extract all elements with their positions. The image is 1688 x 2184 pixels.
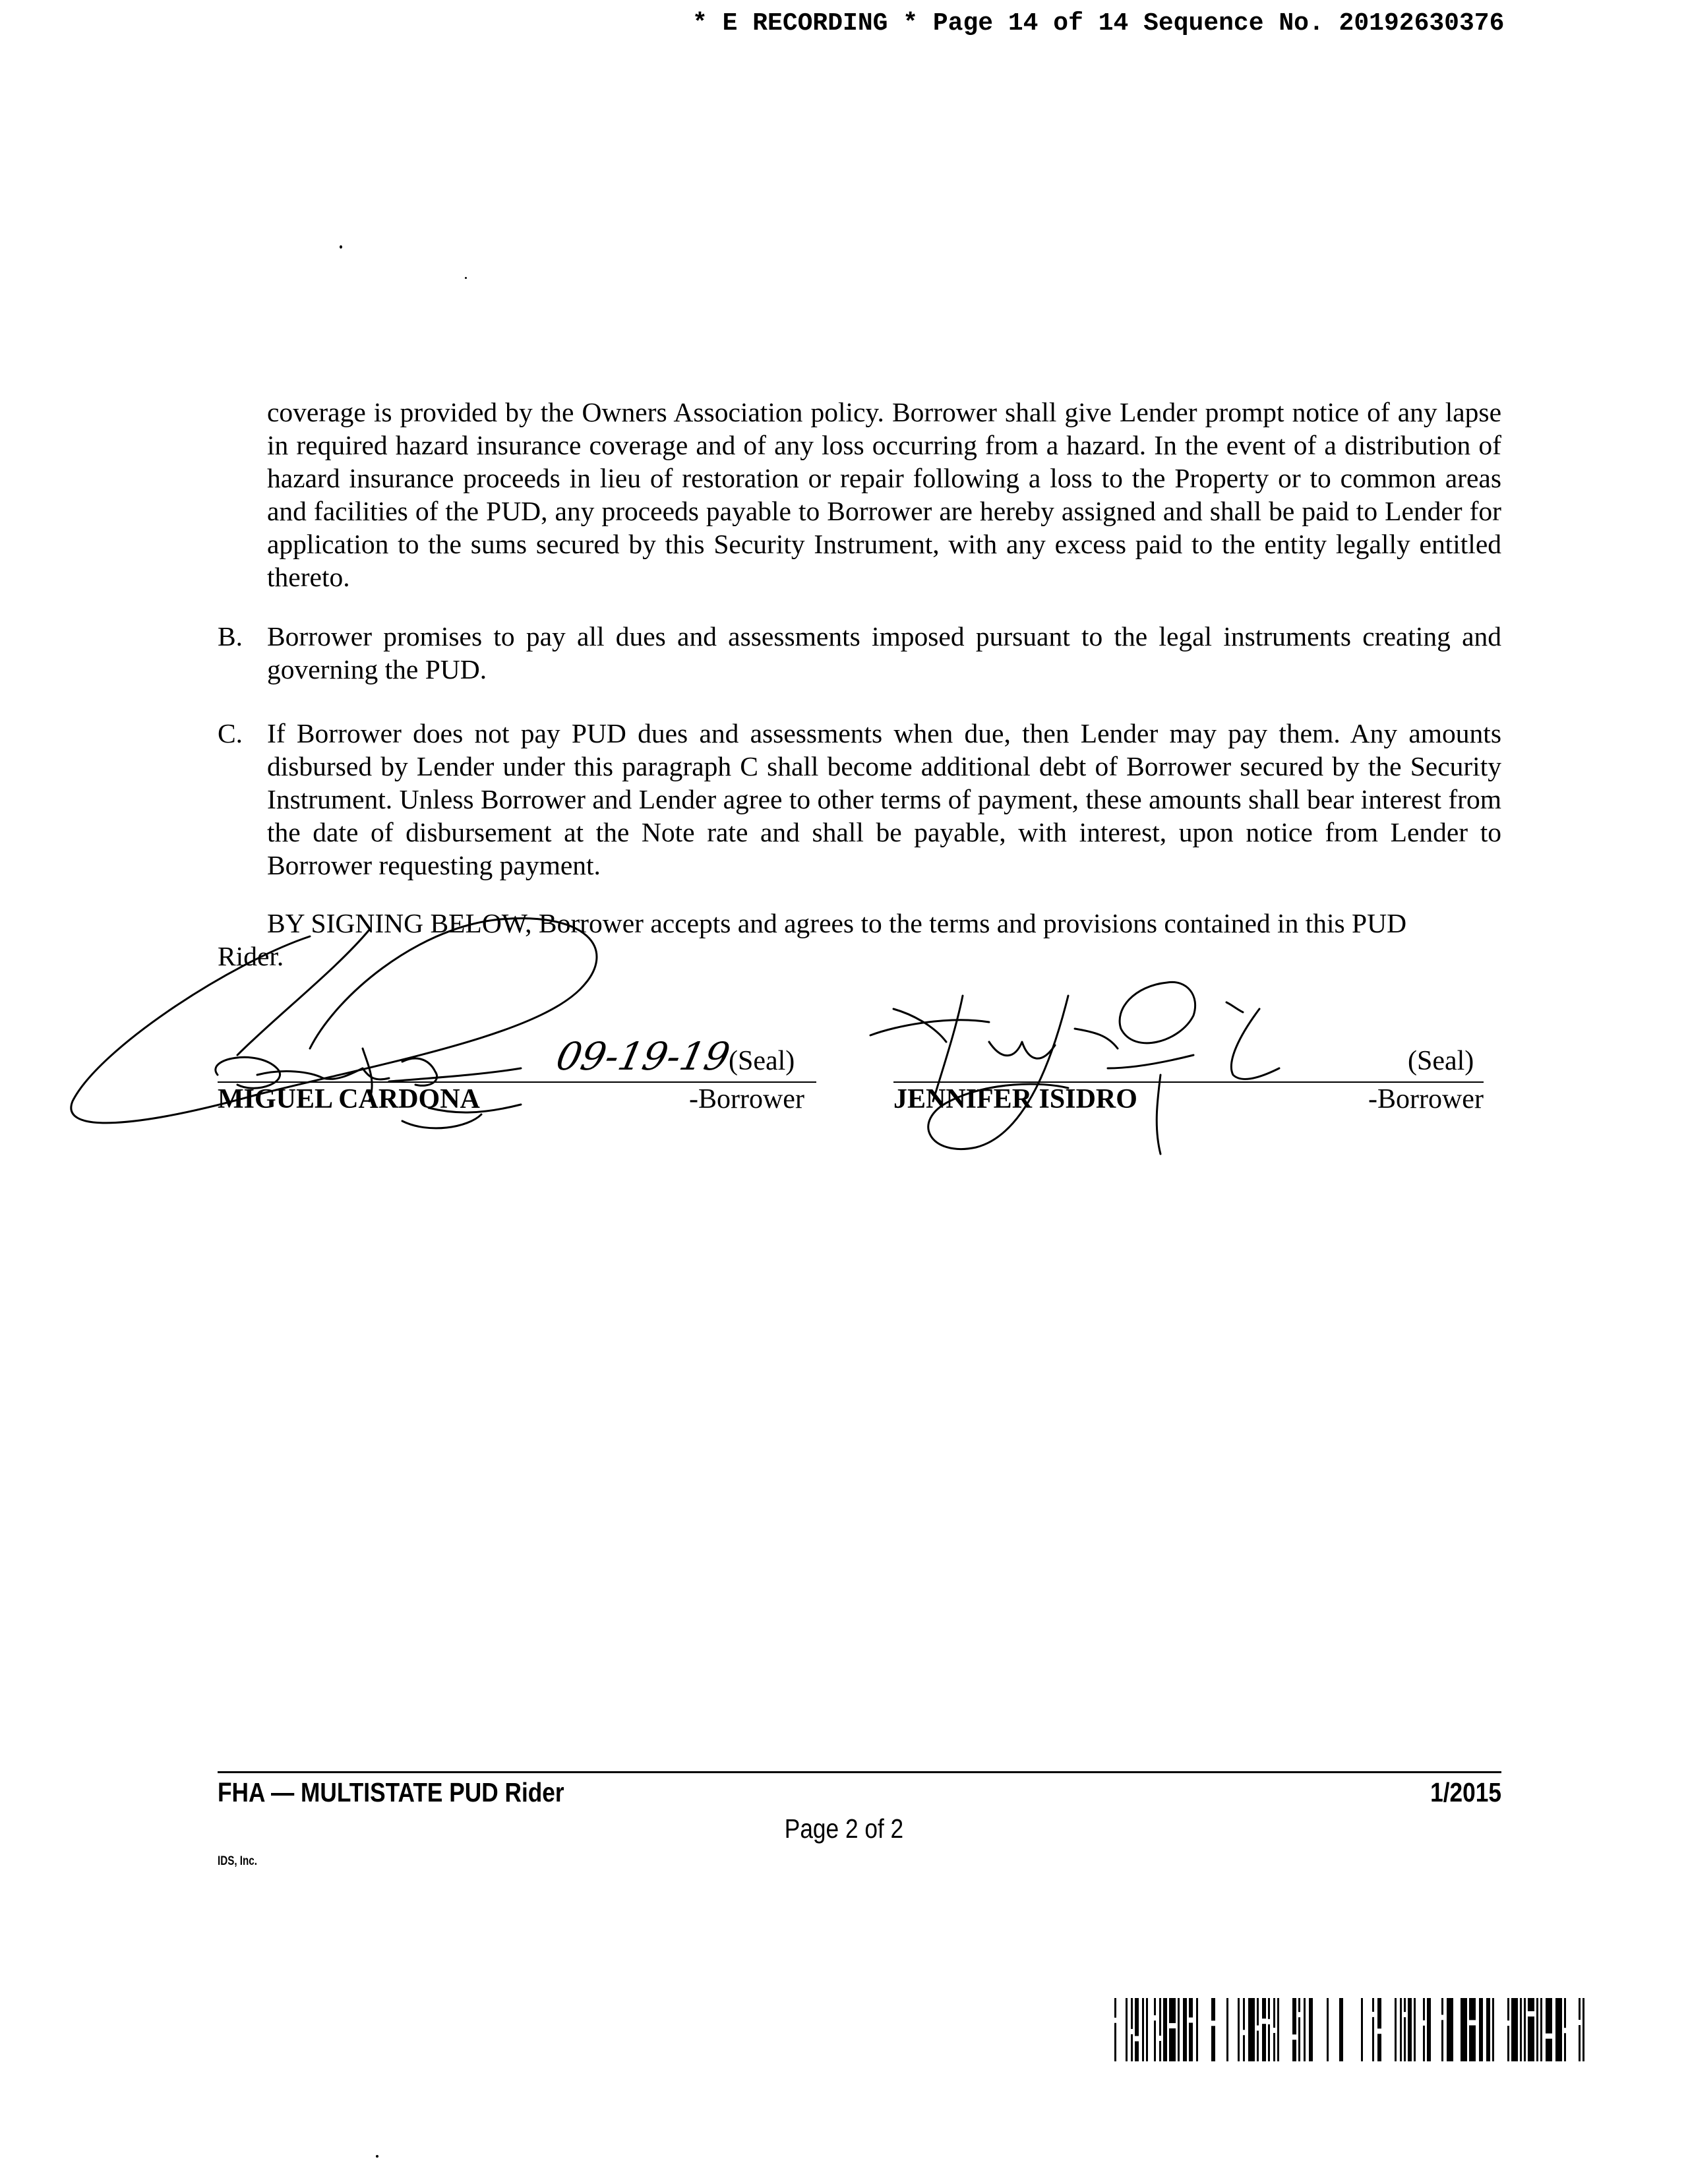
barcode-bar	[1441, 1998, 1443, 2015]
barcode-bar	[1461, 1998, 1467, 2061]
seal-label-borrower-2: (Seal)	[1408, 1046, 1474, 1076]
barcode-bar	[1528, 1998, 1534, 2011]
barcode-bar	[1486, 1998, 1490, 2061]
barcode-bar	[1400, 1998, 1402, 2061]
seal-label-borrower-1: (Seal)	[729, 1046, 795, 1076]
scan-speck	[465, 277, 467, 279]
barcode-bar	[1404, 2017, 1406, 2061]
barcode-bar	[1211, 2026, 1215, 2061]
barcode-bar	[1248, 1998, 1255, 2061]
barcode-bar	[1142, 1998, 1144, 2061]
paragraph-b	[218, 620, 1501, 686]
barcode-bar	[1579, 2025, 1581, 2061]
paragraph-c-marker: C.	[218, 718, 243, 748]
barcode-bar	[1189, 1998, 1193, 2017]
barcode-bar	[1298, 1998, 1300, 2012]
barcode-bar	[1511, 1998, 1518, 2061]
borrower-1-name: MIGUEL CARDONA	[218, 1084, 480, 1114]
barcode-bar	[1189, 2022, 1193, 2061]
scan-speck	[376, 2155, 378, 2158]
barcode-bar	[1520, 1998, 1522, 2061]
form-vendor: IDS, Inc.	[218, 1854, 257, 1868]
paragraph-b-marker: B.	[218, 621, 243, 652]
paragraph-c	[218, 717, 1501, 882]
barcode-bar	[1154, 2020, 1156, 2061]
barcode-bar	[1257, 1998, 1259, 2025]
barcode-bar	[1507, 1998, 1509, 2020]
barcode-bar	[1546, 1998, 1552, 2034]
barcode-bar	[1159, 1998, 1161, 2036]
form-title: FHA — MULTISTATE PUD Rider	[218, 1777, 564, 1807]
barcode-bar	[1309, 1998, 1313, 2061]
barcode-bar	[1243, 1998, 1245, 2030]
barcode-bar	[1226, 1998, 1228, 2061]
barcode-bar	[1540, 1998, 1542, 2061]
footer-divider	[218, 1771, 1501, 1773]
barcode-bar	[1178, 1998, 1180, 2061]
borrower-1-role: -Borrower	[689, 1084, 804, 1114]
barcode-bar	[1273, 2033, 1275, 2061]
barcode-bar	[1423, 2026, 1425, 2061]
borrower-2-name: JENNIFER ISIDRO	[893, 1084, 1137, 1114]
barcode-bar	[1536, 1998, 1538, 2061]
hazard-insurance-paragraph: coverage is provided by the Owners Association policy. Borrower shall give Lender prompt notice of any lapse in required hazard insurance coverage and of any loss occurring from a hazard. In the event of a distribution of hazard insurance proceeds in lieu of restoration or repair following a loss to the Property or to common areas and facilities of the PUD, any proceeds payable to Borrower are hereby assigned and shall be paid to Lender for application to the sums secured by this Security Instrument, with any excess paid to the entity legally entitled thereto.	[267, 397, 1501, 592]
barcode-bar	[1135, 2042, 1139, 2061]
barcode-bar	[1555, 1998, 1562, 2061]
barcode-bar	[1159, 2041, 1161, 2061]
barcode-bar	[1304, 1998, 1306, 2061]
barcode-bar	[1257, 2030, 1259, 2061]
barcode-bar	[1196, 1998, 1198, 2061]
borrower-2-handwritten-signature	[857, 969, 1292, 1167]
form-date: 1/2015	[1430, 1777, 1501, 1807]
barcode-bar	[1377, 1998, 1381, 2028]
barcode-bar	[1169, 1998, 1176, 2023]
barcode-bar	[1528, 2017, 1534, 2061]
barcode-bar	[1372, 1998, 1374, 2012]
barcode-bar	[1479, 1998, 1483, 2061]
barcode-bar	[1131, 2034, 1133, 2061]
barcode-bar	[1298, 2017, 1300, 2061]
barcode-bar	[1469, 2025, 1476, 2061]
barcode-bar	[1146, 1998, 1148, 2061]
barcode-bar	[1339, 1998, 1343, 2061]
barcode-bar	[1395, 1998, 1397, 2061]
barcode-bar	[1273, 1998, 1275, 2028]
paragraph-b-text: Borrower promises to pay all dues and assessments imposed pursuant to the legal instruments creating and governing the PUD.	[267, 621, 1501, 684]
barcode-bar	[1492, 1998, 1494, 2061]
barcode-bar	[1469, 1998, 1476, 2020]
barcode-bar	[1427, 1998, 1431, 2061]
barcode-bar	[1183, 1998, 1187, 2061]
barcode-bar	[1524, 1998, 1526, 2061]
barcode-bar	[1582, 1998, 1584, 2061]
barcode-bar	[1441, 2020, 1443, 2061]
barcode-bar	[1372, 2017, 1374, 2061]
barcode-bar	[1404, 1998, 1406, 2012]
barcode-bar	[1268, 1998, 1270, 2019]
barcode-bar	[1361, 1998, 1363, 2061]
barcode-bar	[1292, 2040, 1296, 2061]
signing-statement-line2: Rider.	[218, 941, 284, 971]
recording-stamp: * E RECORDING * Page 14 of 14 Sequence No. 20192630376	[692, 9, 1505, 38]
barcode-bar	[1277, 1998, 1279, 2061]
handwritten-signing-date: 09-19-19	[552, 1034, 734, 1079]
document-barcode	[1114, 1998, 1589, 2061]
barcode-bar	[1377, 2034, 1381, 2061]
barcode-bar	[1262, 2024, 1266, 2061]
barcode-bar	[1211, 1998, 1215, 2020]
barcode-bar	[1262, 1998, 1266, 2018]
barcode-bar	[1163, 1998, 1167, 2061]
barcode-bar	[1414, 1998, 1416, 2061]
barcode-bar	[1507, 2026, 1509, 2061]
barcode-bar	[1126, 1998, 1128, 2061]
barcode-bar	[1423, 1998, 1425, 2020]
borrower-2-role: -Borrower	[1368, 1084, 1484, 1114]
paragraph-c-text: If Borrower does not pay PUD dues and assessments when due, then Lender may pay them. Any amounts disbursed by Lender under this paragraph C shall become additional debt of Borrower secured by the Security Instrument. Unless Borrower and Lender agree to other terms of payment, these amounts shall bear interest from the date of disbursement at the Note rate and shall be payable, with interest, upon notice from Lender to Borrower requesting payment.	[267, 718, 1501, 880]
page-number: Page 2 of 2	[784, 1813, 904, 1844]
barcode-bar	[1154, 1998, 1156, 2015]
barcode-bar	[1238, 1998, 1240, 2061]
barcode-bar	[1564, 1998, 1566, 2028]
signing-statement-line1: BY SIGNING BELOW, Borrower accepts and agrees to the terms and provisions contained in this PUD	[267, 908, 1407, 938]
barcode-bar	[1447, 1998, 1453, 2061]
barcode-bar	[1135, 1998, 1139, 2036]
barcode-bar	[1579, 1998, 1581, 2020]
barcode-bar	[1243, 2035, 1245, 2061]
barcode-bar	[1268, 2024, 1270, 2061]
barcode-bar	[1131, 1998, 1133, 2029]
barcode-bar	[1408, 1998, 1412, 2061]
barcode-bar	[1114, 2023, 1116, 2061]
scan-speck	[340, 245, 342, 249]
barcode-bar	[1169, 2028, 1176, 2061]
barcode-bar	[1327, 1998, 1329, 2061]
barcode-bar	[1292, 1998, 1296, 2034]
barcode-bar	[1564, 2033, 1566, 2061]
barcode-bar	[1546, 2039, 1552, 2061]
barcode-bar	[1114, 1998, 1116, 2018]
borrower-1-handwritten-signature	[59, 917, 653, 1154]
